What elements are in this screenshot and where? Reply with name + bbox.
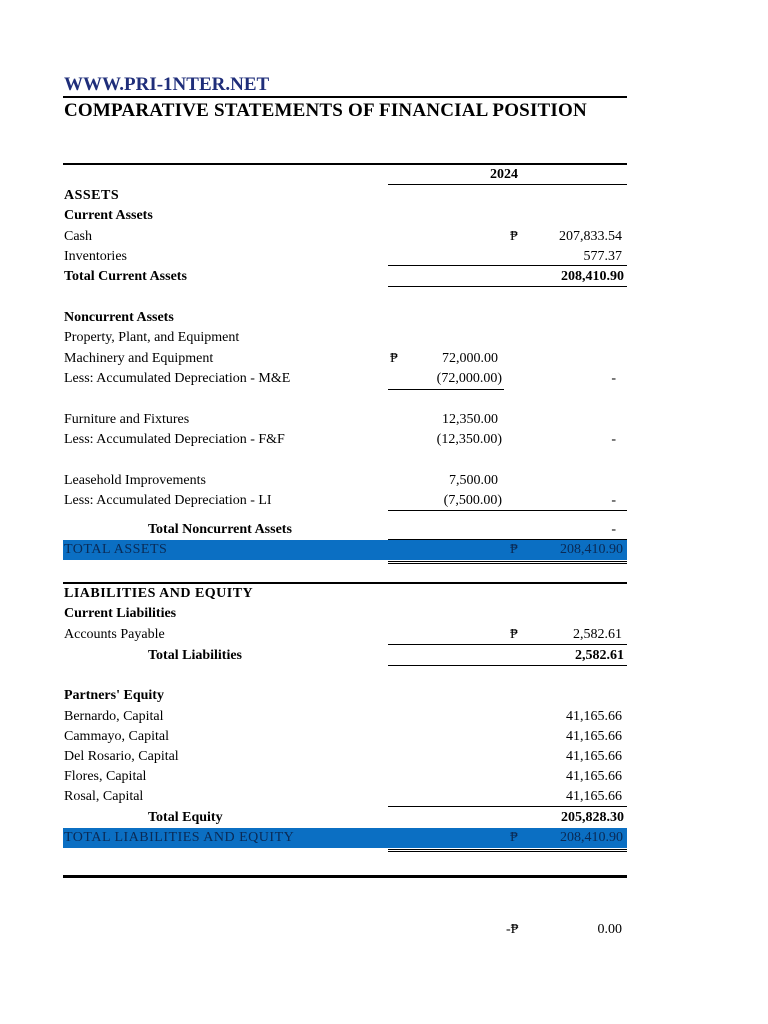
current-assets-rule [388,265,627,266]
total-current-assets-rule [388,286,627,287]
partner-capital-label: Del Rosario, Capital [64,749,179,764]
current-assets-heading: Current Assets [64,208,153,223]
partner-capital-value: 41,165.66 [566,709,622,724]
accounts-payable-value: 2,582.61 [573,627,622,642]
total-liabilities-equity-label: TOTAL LIABILITIES AND EQUITY [64,830,295,845]
machinery-rule [388,389,504,390]
total-noncurrent-assets-value: - [611,522,616,537]
cash-label: Cash [64,229,92,244]
machinery-depreciation-value: (72,000.00) [436,371,502,386]
total-liabilities-label: Total Liabilities [148,648,243,663]
total-current-assets-value: 208,410.90 [561,269,624,284]
liabilities-equity-heading: LIABILITIES AND EQUITY [64,586,254,601]
machinery-value: 72,000.00 [442,351,498,366]
machinery-net-value: - [611,371,616,386]
peso-symbol: ₱ [510,229,518,244]
total-assets-double-rule [388,563,627,564]
title-underline [63,96,627,98]
year-column-header: 2024 [490,167,518,182]
machinery-depreciation-label: Less: Accumulated Depreciation - M&E [64,371,291,386]
check-value: 0.00 [597,922,622,937]
site-url: WWW.PRI-1NTER.NET [64,74,270,95]
furniture-depreciation-value: (12,350.00) [436,432,502,447]
total-assets-value: 208,410.90 [560,542,623,557]
total-assets-label: TOTAL ASSETS [64,542,168,557]
total-noncurrent-assets-label: Total Noncurrent Assets [148,522,292,537]
partner-capital-value: 41,165.66 [566,769,622,784]
table-top-rule [63,163,627,165]
furniture-label: Furniture and Fixtures [64,412,190,427]
assets-heading: ASSETS [64,188,120,203]
partner-capital-label: Flores, Capital [64,769,147,784]
statement-bottom-rule [63,875,627,878]
partner-capital-value: 41,165.66 [566,729,622,744]
cash-value: 207,833.54 [559,229,622,244]
machinery-label: Machinery and Equipment [64,351,214,366]
total-le-double-rule [388,849,627,850]
partner-capital-label: Bernardo, Capital [64,709,164,724]
year-underline [388,184,627,185]
leasehold-value: 7,500.00 [449,473,498,488]
total-assets-double-rule [388,561,627,562]
furniture-depreciation-label: Less: Accumulated Depreciation - F&F [64,432,285,447]
inventories-label: Inventories [64,249,127,264]
furniture-value: 12,350.00 [442,412,498,427]
peso-symbol: ₱ [510,542,518,557]
current-liabilities-heading: Current Liabilities [64,606,177,621]
leasehold-rule [388,510,627,511]
noncurrent-assets-heading: Noncurrent Assets [64,310,174,325]
total-liabilities-equity-band [63,828,627,848]
total-equity-label: Total Equity [148,810,223,825]
partner-capital-label: Rosal, Capital [64,789,144,804]
check-symbol: -₱ [506,922,519,937]
peso-symbol: ₱ [510,830,518,845]
inventories-value: 577.37 [583,249,622,264]
leasehold-depreciation-value: (7,500.00) [443,493,502,508]
statement-title: COMPARATIVE STATEMENTS OF FINANCIAL POSITION [64,100,587,121]
peso-symbol: ₱ [510,627,518,642]
leasehold-net-value: - [611,493,616,508]
leasehold-label: Leasehold Improvements [64,473,206,488]
partner-capital-value: 41,165.66 [566,789,622,804]
peso-symbol: ₱ [390,351,398,366]
partners-rule [388,806,627,807]
total-le-double-rule [388,851,627,852]
total-liabilities-equity-value: 208,410.90 [560,830,623,845]
accounts-payable-rule [388,644,627,645]
furniture-net-value: - [611,432,616,447]
total-current-assets-label: Total Current Assets [64,269,187,284]
partner-capital-value: 41,165.66 [566,749,622,764]
ppe-label: Property, Plant, and Equipment [64,330,240,345]
accounts-payable-label: Accounts Payable [64,627,165,642]
partner-capital-label: Cammayo, Capital [64,729,169,744]
leasehold-depreciation-label: Less: Accumulated Depreciation - LI [64,493,272,508]
total-liabilities-value: 2,582.61 [575,648,624,663]
total-equity-value: 205,828.30 [561,810,624,825]
partners-equity-heading: Partners' Equity [64,688,164,703]
total-liabilities-rule [388,665,627,666]
total-assets-band [63,540,627,560]
